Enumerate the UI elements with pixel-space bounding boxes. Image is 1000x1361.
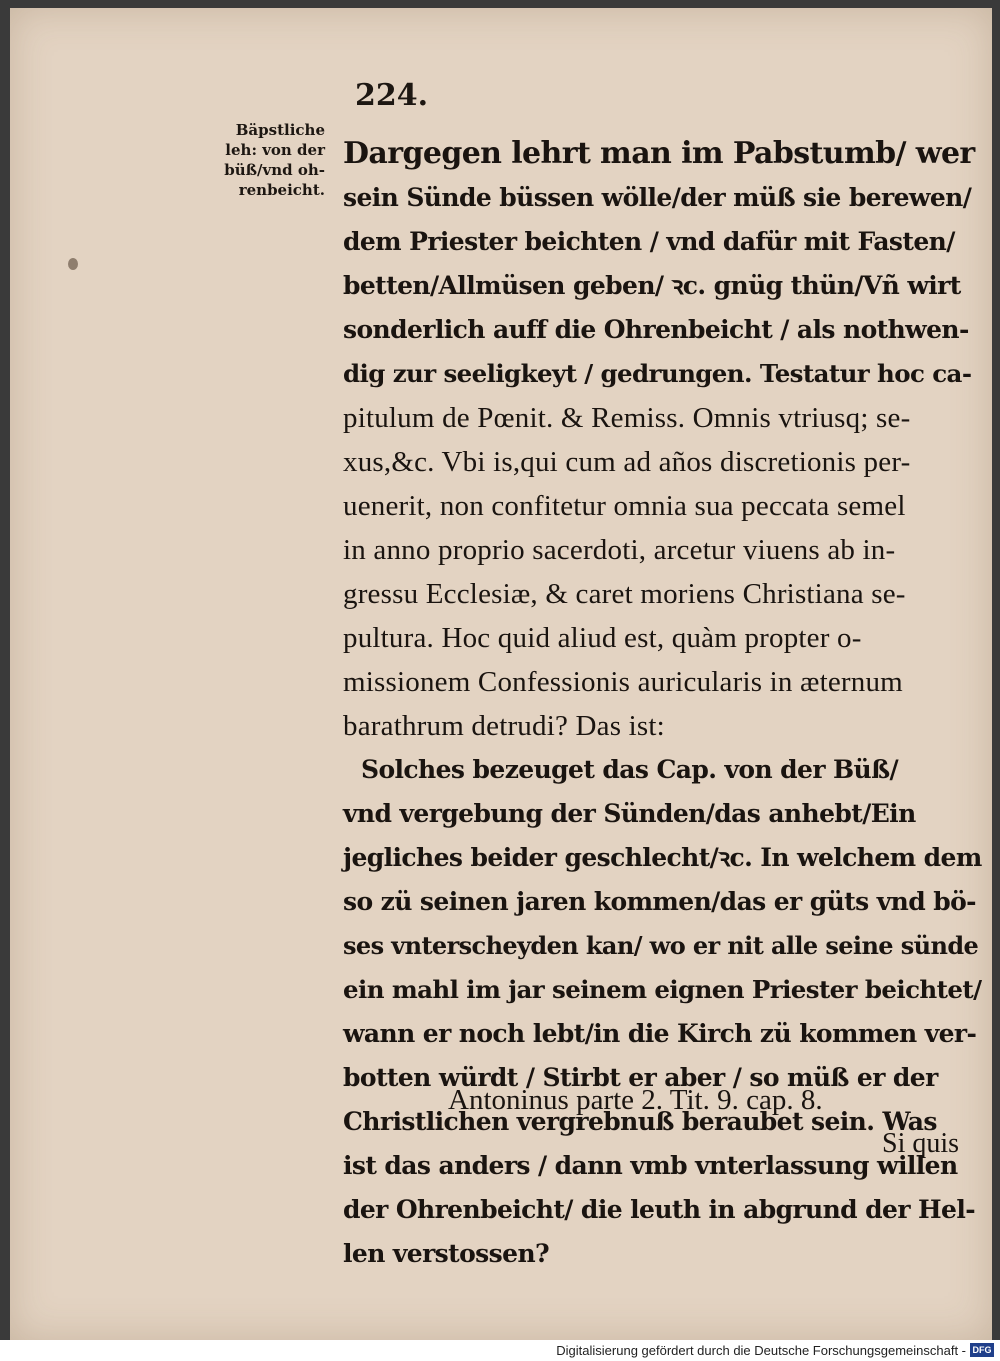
text-line: sein Sünde büssen wölle/der müß sie berewen/ (343, 183, 972, 212)
catchword: Si quis (882, 1128, 960, 1159)
text-line: in anno proprio sacerdoti, arcetur viuens ab in- (343, 534, 896, 566)
text-line: so zü seinen jaren kommen/das er güts vnd bö- (343, 887, 976, 916)
text-line: vnd vergebung der Sünden/das anhebt/Ein (343, 799, 916, 828)
text-line: betten/Allmüsen geben/ ꝛc. gnüg thün/Vñ wirt (343, 271, 961, 300)
margin-note (200, 120, 325, 200)
footer-credit: Digitalisierung gefördert durch die Deutsche Forschungsgemeinschaft - (556, 1343, 966, 1358)
text-line: gressu Ecclesiæ, & caret moriens Christiana se- (343, 578, 906, 610)
text-line: sonderlich auff die Ohrenbeicht / als nothwen- (343, 315, 969, 344)
text-line: dig zur seeligkeyt / gedrungen. Testatur hoc ca- (343, 359, 972, 388)
margin-note-line: renbeicht. (238, 181, 325, 199)
margin-note-line: Bäpstliche (235, 121, 325, 139)
text-line: missionem Confessionis auricularis in æternum (343, 666, 903, 698)
text-line: pitulum de Pœnit. & Remiss. Omnis vtriusq; se- (343, 402, 911, 434)
source-citation: Antoninus parte 2. Tit. 9. cap. 8. (448, 1084, 823, 1116)
text-line: Christlichen vergrebnuß beraubet sein. Was (343, 1107, 937, 1136)
text-line: uenerit, non confitetur omnia sua peccata semel (343, 490, 906, 522)
text-line: dem Priester beichten / vnd dafür mit Fasten/ (343, 227, 955, 256)
text-line: jegliches beider geschlecht/ꝛc. In welchem dem (343, 843, 982, 872)
text-line: pultura. Hoc quid aliud est, quàm propter o- (343, 622, 862, 654)
dfg-logo: DFG (970, 1343, 994, 1357)
footer-bar (0, 1340, 1000, 1361)
text-line: ses vnterscheyden kan/ wo er nit alle seine sünde (343, 931, 979, 960)
text-line: ein mahl im jar seinem eignen Priester beichtet/ (343, 975, 982, 1004)
margin-note-line: büß/vnd oh- (224, 161, 325, 179)
text-line: Solches bezeuget das Cap. von der Büß/ (361, 755, 899, 784)
text-line: der Ohrenbeicht/ die leuth in abgrund der Hel- (343, 1195, 976, 1224)
text-line: botten würdt / Stirbt er aber / so müß er der (343, 1063, 938, 1092)
text-line: wann er noch lebt/in die Kirch zü kommen ver- (343, 1019, 977, 1048)
text-line: Dargegen lehrt man im Pabstumb/ wer (343, 136, 975, 171)
margin-note-line: leh: von der (225, 141, 325, 159)
text-line: xus,&c. Vbi is,qui cum ad años discretionis per- (343, 446, 911, 478)
page-stain (68, 258, 78, 270)
text-line: ist das anders / dann vmb vnterlassung willen (343, 1151, 958, 1180)
text-line: barathrum detrudi? Das ist: (343, 710, 665, 742)
page-number: 224. (355, 78, 429, 113)
text-line: len verstossen? (343, 1239, 550, 1268)
